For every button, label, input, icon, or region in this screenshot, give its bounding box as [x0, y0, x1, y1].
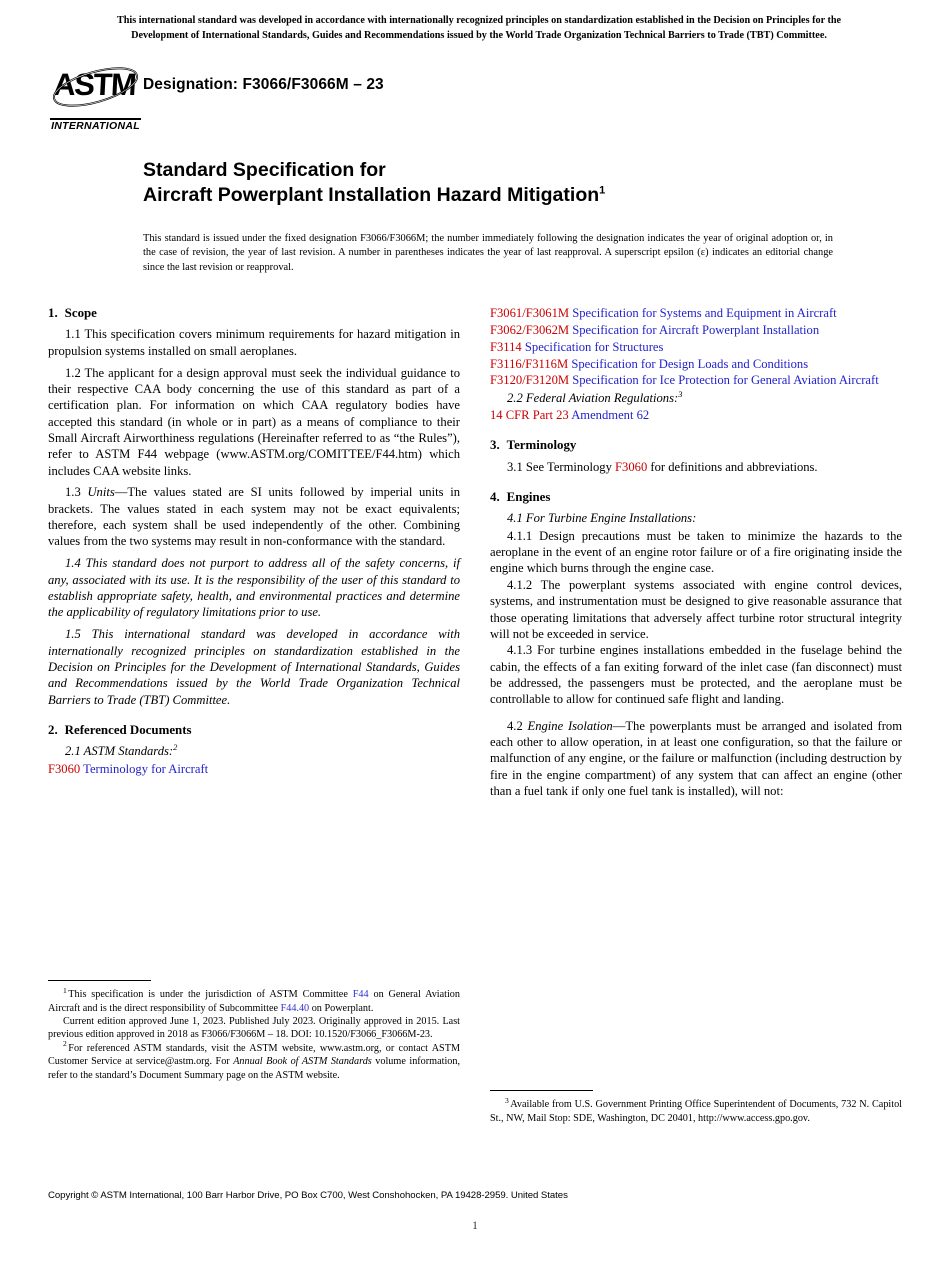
reference-item[interactable]: F3061/F3061M Specification for Systems and Equipment in Aircraft: [490, 306, 837, 320]
title-line-2: Aircraft Powerplant Installation Hazard Mitigation$^1$: [143, 184, 606, 206]
tbt-header-line2: Development of International Standards, Guides and Recommendations issued by the World Trade Organization Technical Barriers to Trade (TBT) Committee.: [131, 29, 827, 41]
footnote-link[interactable]: F44: [352, 989, 369, 1001]
astm-standards-list: [48, 761, 460, 777]
footnote-text-run: on Powerplant.: [309, 1002, 374, 1014]
paragraph-3-1: 3.1 See Terminology F3060 for definitions and abbreviations.: [507, 459, 818, 474]
footnote-link[interactable]: F44.40: [280, 1002, 310, 1014]
section-heading-referenced-documents: [48, 722, 460, 738]
subsection-federal-aviation-regulations: 2.2 Federal Aviation Regulations:$^3$: [507, 389, 683, 405]
footnote-2: $^2$ For referenced ASTM standards, visit the ASTM website, www.astm.org, or contact ASTM Customer Service at service@astm.org. For Annual Book of ASTM Standards volume information, refer to the standard’s Document Summary page on the ASTM website.: [48, 1039, 461, 1081]
right-column: [490, 305, 902, 805]
astm-logo: [48, 62, 143, 134]
footnote-text-run: Current edition approved June 1, 2023. Published July 2023. Originally approved in 2015. Last previous edition approved in 2018 as F3066/F3066M – 18. DOI: 10.1520/F3066_F3066M-23.: [48, 1015, 460, 1041]
far-footnote-marker: 3: [678, 389, 683, 399]
subsection-turbine-engine-installations: 4.1 For Turbine Engine Installations:: [507, 511, 697, 526]
footnote-text-run: volume information, refer to the standard’s Document Summary page on the ASTM website.: [48, 1056, 461, 1081]
astm-standards-footnote-marker: 2: [173, 743, 178, 753]
paragraph-1-4: 1.4 This standard does not purport to address all of the safety concerns, if any, associated with its use. It is the responsibility of the user of this standard to establish appropriate safety, health, and environmental practices and determine the applicability of regulatory limitations prior to use.: [48, 556, 461, 620]
footnote-text-run: For referenced ASTM standards, visit the ASTM website, www.astm.org, or contact ASTM Customer Service at service@astm.org. For: [48, 1042, 460, 1068]
section-title: Scope: [64, 306, 97, 320]
paragraph-1-3: 1.3 Units—The values stated are SI units followed by imperial units in brackets. The values stated in each system may not be exact equivalents; therefore, each system shall be used independently of the other. Combining values from the two systems may result in non-conformance with the standard.: [48, 485, 460, 549]
reference-item[interactable]: F3120/F3120M Specification for Ice Protection for General Aviation Aircraft: [490, 373, 879, 388]
copyright-notice: Copyright © ASTM International, 100 Barr Harbor Drive, PO Box C700, West Conshohocken, PA 19428-2959. United States: [48, 1190, 568, 1201]
subsection-astm-standards: 2.1 ASTM Standards:$^2$: [65, 743, 178, 759]
footnote-text-run: on General Aviation Aircraft and is the direct responsibility of Subcommittee: [48, 989, 460, 1014]
footnote-1: $^1$ This specification is under the jurisdiction of ASTM Committee F44 on General Aviation Aircraft and is the direct responsibility of Subcommittee F44.40 on Powerplant.: [48, 985, 460, 1014]
footnote-divider: [48, 980, 151, 981]
reference-item[interactable]: F3116/F3116M Specification for Design Loads and Conditions: [490, 356, 809, 371]
footnote-3: $^3$ Available from U.S. Government Printing Office Superintendent of Documents, 732 N. Capitol St., NW, Mail Stop: SDE, Washington, DC 20401, http://www.access.gpo.gov.: [490, 1095, 902, 1124]
tbt-header-note: [50, 14, 908, 43]
terminology-reference-link[interactable]: F3060: [615, 459, 648, 474]
svg-text:ASTM: ASTM: [52, 67, 137, 102]
astm-logo-icon: [48, 62, 143, 120]
reference-item[interactable]: 14 CFR Part 23 Amendment 62: [490, 408, 650, 423]
footnote-edition-body: [48, 1016, 460, 1040]
footnote-1-body: [48, 985, 460, 1014]
footnote-italic-run: Annual Book of ASTM Standards: [233, 1056, 372, 1068]
footnotes-left: [48, 980, 460, 1082]
astm-standards-list-continued: [490, 305, 902, 389]
section-heading-scope: [48, 305, 460, 321]
tbt-header-line1: This international standard was developed in accordance with internationally recognized principles on standardization established in the Decision on Principles for the: [116, 15, 842, 26]
far-list: [490, 407, 902, 423]
section-heading-engines: [490, 489, 902, 505]
fixed-designation-note: This standard is issued under the fixed designation F3066/F3066M; the number immediately following the designation indicates the year of original adoption or, in the case of revision, the year of last revision. A number in parentheses indicates the year of last reapproval. A superscript epsilon (ε) indicates an editorial change since the last revision or reapproval.: [143, 233, 833, 273]
paragraph-4-2: 4.2 Engine Isolation—The powerplants must be arranged and isolated from each other to allow operation, in at least one configuration, so that the failure or malfunction of any engine, or the failure or malfunction (including destruction by fire in the engine compartment) of any system that can affect an engine (other than a fuel tank if only one fuel tank is installed), will not:: [490, 718, 903, 798]
footnote-text-run: Available from U.S. Government Printing Office Superintendent of Documents, 732 N. Capitol St., NW, Mail Stop: SDE, Washington, DC 20401, http://www.access.gpo.gov.: [490, 1099, 902, 1124]
section-title: Engines: [506, 490, 551, 505]
reference-item[interactable]: F3114 Specification for Structures: [490, 339, 664, 354]
page-number: 1: [472, 1220, 478, 1232]
designation-label: Designation: F3066/F3066M – 23: [143, 76, 384, 93]
footnote-text-run: This specification is under the jurisdiction of ASTM Committee: [68, 989, 353, 1001]
section-number: 3.: [490, 438, 500, 453]
section-title: Terminology: [506, 438, 577, 453]
section-title: Referenced Documents: [64, 722, 192, 737]
section-number: 2.: [48, 722, 58, 737]
footnote-2-body: [48, 1039, 461, 1081]
reference-item[interactable]: F3060 Terminology for Aircraft: [48, 761, 209, 776]
title-line-1: Standard Specification for: [143, 159, 386, 181]
left-column: [48, 305, 460, 777]
footnote-divider: [490, 1090, 593, 1091]
paragraph-4-1-3: 4.1.3 For turbine engines installations embedded in the fuselage behind the cabin, the effects of a fan exiting forward of the inlet case (fan disconnect) must be addressed, the passengers must be protected, and the aeroplane must be controllable to allow for continued safe flight and landing.: [490, 643, 902, 707]
section-heading-terminology: [490, 437, 902, 453]
page-title: [143, 158, 843, 208]
paragraph-1-5: 1.5 This international standard was developed in accordance with internationally recognized principles on standardization established in the Decision on Principles for the Development of International Standards, Guides and Recommendations issued by the World Trade Organization Technical Barriers to Trade (TBT) Committee.: [48, 627, 460, 707]
astm-wordmark: INTERNATIONAL: [51, 120, 140, 132]
section-number: 4.: [490, 490, 500, 505]
footnote-3-body: [490, 1095, 902, 1124]
paragraph-4-1-1: 4.1.1 Design precautions must be taken to minimize the hazards to the aeroplane in the event of an engine rotor failure or of a fire originating inside the engine which burns through the engine case.: [490, 528, 902, 576]
title-footnote-marker: 1: [599, 184, 606, 197]
reference-item[interactable]: F3062/F3062M Specification for Aircraft Powerplant Installation: [490, 322, 820, 337]
section-number: 1.: [48, 306, 58, 320]
footnotes-right: [490, 1090, 902, 1125]
footnote-edition-info: [48, 1015, 460, 1042]
paragraph-4-1-2: 4.1.2 The powerplant systems associated with engine control devices, systems, and instrumentation must be designed to give reasonable assurance that those operating limitations that adversely affect turbine rotor structural integrity will not be exceeded in service.: [490, 577, 903, 641]
paragraph-1-2: 1.2 The applicant for a design approval must seek the individual guidance to their respective CAA body concerning the use of this standard as part of a certification plan. For information on which CAA regulatory bodies have accepted this standard (in whole or in part) as a means of compliance to their Small Aircraft Airworthiness regulations (Hereinafter referred to as “the Rules”), refer to ASTM F44 webpage (www.ASTM.org/COMITTEE/F44.htm) which includes CAA website links.: [48, 365, 461, 478]
paragraph-1-1: 1.1 This specification covers minimum requirements for hazard mitigation in propulsion systems installed on small aeroplanes.: [48, 327, 460, 358]
